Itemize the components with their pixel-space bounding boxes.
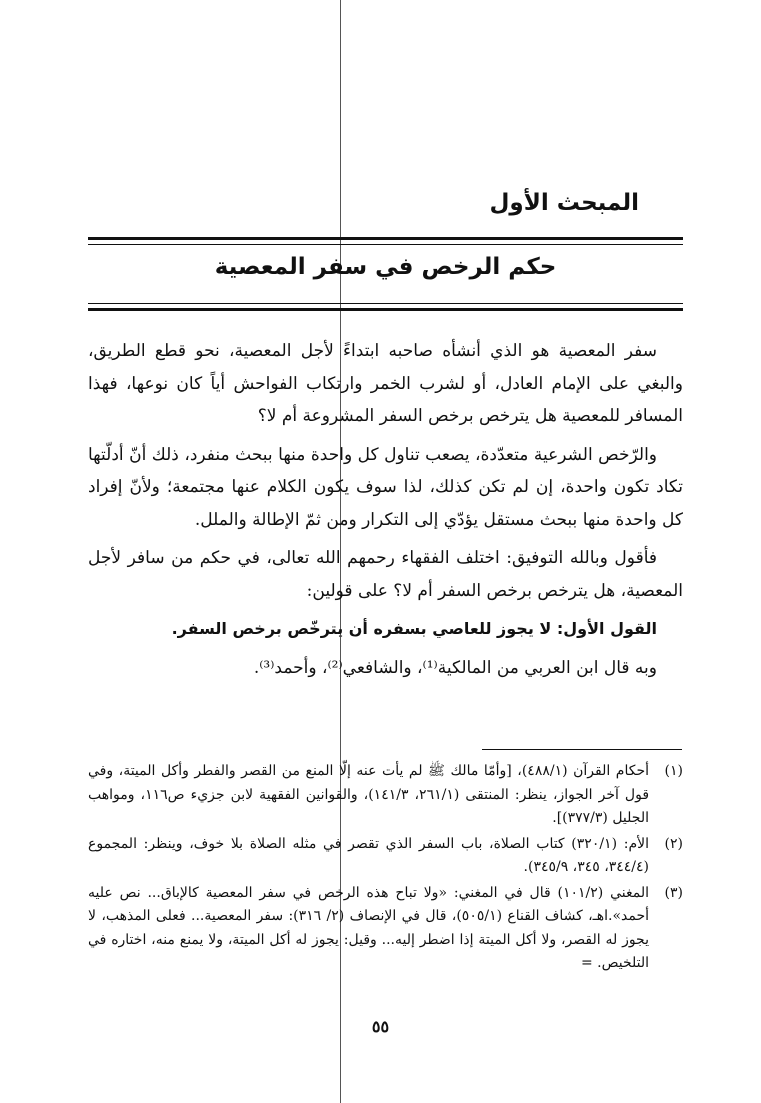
footnote-number: (٢): [664, 835, 683, 852]
footnote: [88, 760, 683, 831]
footnote-number: (٣): [664, 884, 683, 901]
paragraph-scholars: وبه قال ابن العربي من المالكية⁽¹⁾، والشافعي⁽²⁾، وأحمد⁽³⁾.: [253, 657, 657, 678]
title-rule-top: [88, 237, 683, 245]
footnote-separator: [482, 749, 682, 750]
footnote: [88, 833, 683, 880]
footnote-text: الأم: (٣٢٠/١) كتاب الصلاة، باب السفر الذي تقصر في مثله الصلاة بلا خوف، وينظر: المجموع (٣٤٤/٤، ٣٤٥، ٣٤٥/٩).: [88, 835, 650, 875]
paragraph-definition: سفر المعصية هو الذي أنشأه صاحبه ابتداءً لأجل المعصية، نحو قطع الطريق، والبغي على الإمام العادل، أو لشرب الخمر وارتكاب الفواحش أياً كان نوعها، فهذا المسافر للمعصية هل يترخص برخص السفر المشروعة أم لا؟: [88, 341, 683, 426]
footnotes: [88, 760, 683, 976]
section-title: حكم الرخص في سفر المعصية: [214, 254, 557, 280]
title-rule-bottom: [88, 303, 683, 311]
main-text: [88, 335, 683, 684]
footnote-text: أحكام القرآن (٤٨٨/١)، [وأمّا مالك ﷺ لم يأت عنه إلّا المنع من القصر والفطر وأكل الميتة، وفي قول آخر الجواز، ينظر: المنتقى (٢٦١/١، ١٤١/٣)، والقوانين الفقهية لابن جزيء ص١١٦، ومواهب الجليل (٣٧٧/٣)].: [88, 763, 650, 826]
paragraph-rukhas: والرّخص الشرعية متعدّدة، يصعب تناول كل واحدة منها ببحث منفرد، ذلك أنّ أدلّتها تكاد تكون واحدة، إن لم تكن كذلك، لذا سوف يكون الكلام عنها مجتمعة؛ ولأنّ إفراد كل واحدة منها ببحث مستقل يؤدّي إلى التكرار ومن ثمّ الإطالة والملل.: [88, 444, 683, 530]
footnote-number: (١): [664, 763, 683, 779]
paragraph-opinions-intro: فأقول وبالله التوفيق: اختلف الفقهاء رحمهم الله تعالى، في حكم من سافر لأجل المعصية، هل يترخص برخص السفر أم لا؟ على قولين:: [88, 548, 683, 601]
chapter-heading: المبحث الأول: [489, 190, 639, 216]
footnote: [88, 882, 683, 976]
page-number: ٥٥: [371, 1017, 390, 1036]
paragraph-first-opinion: القول الأول: لا يجوز للعاصي بسفره أن يترخّص برخص السفر.: [171, 619, 657, 638]
footnote-text: المغني (١٠١/٢) قال في المغني: «ولا تباح هذه الرخص في سفر المعصية كالإباق... نص عليه أحمد».اهـ، كشاف القناع (٥٠٥/١)، قال في الإنصاف (٢/ ٣١٦): سفر المعصية... فعلى المذهب، لا يجوز له القصر، ولا أكل الميتة إذا اضطر إليه... وقيل: يجوز له أكل الميتة، ولا يمنع منه، اختاره في التلخيص. =: [88, 884, 650, 971]
